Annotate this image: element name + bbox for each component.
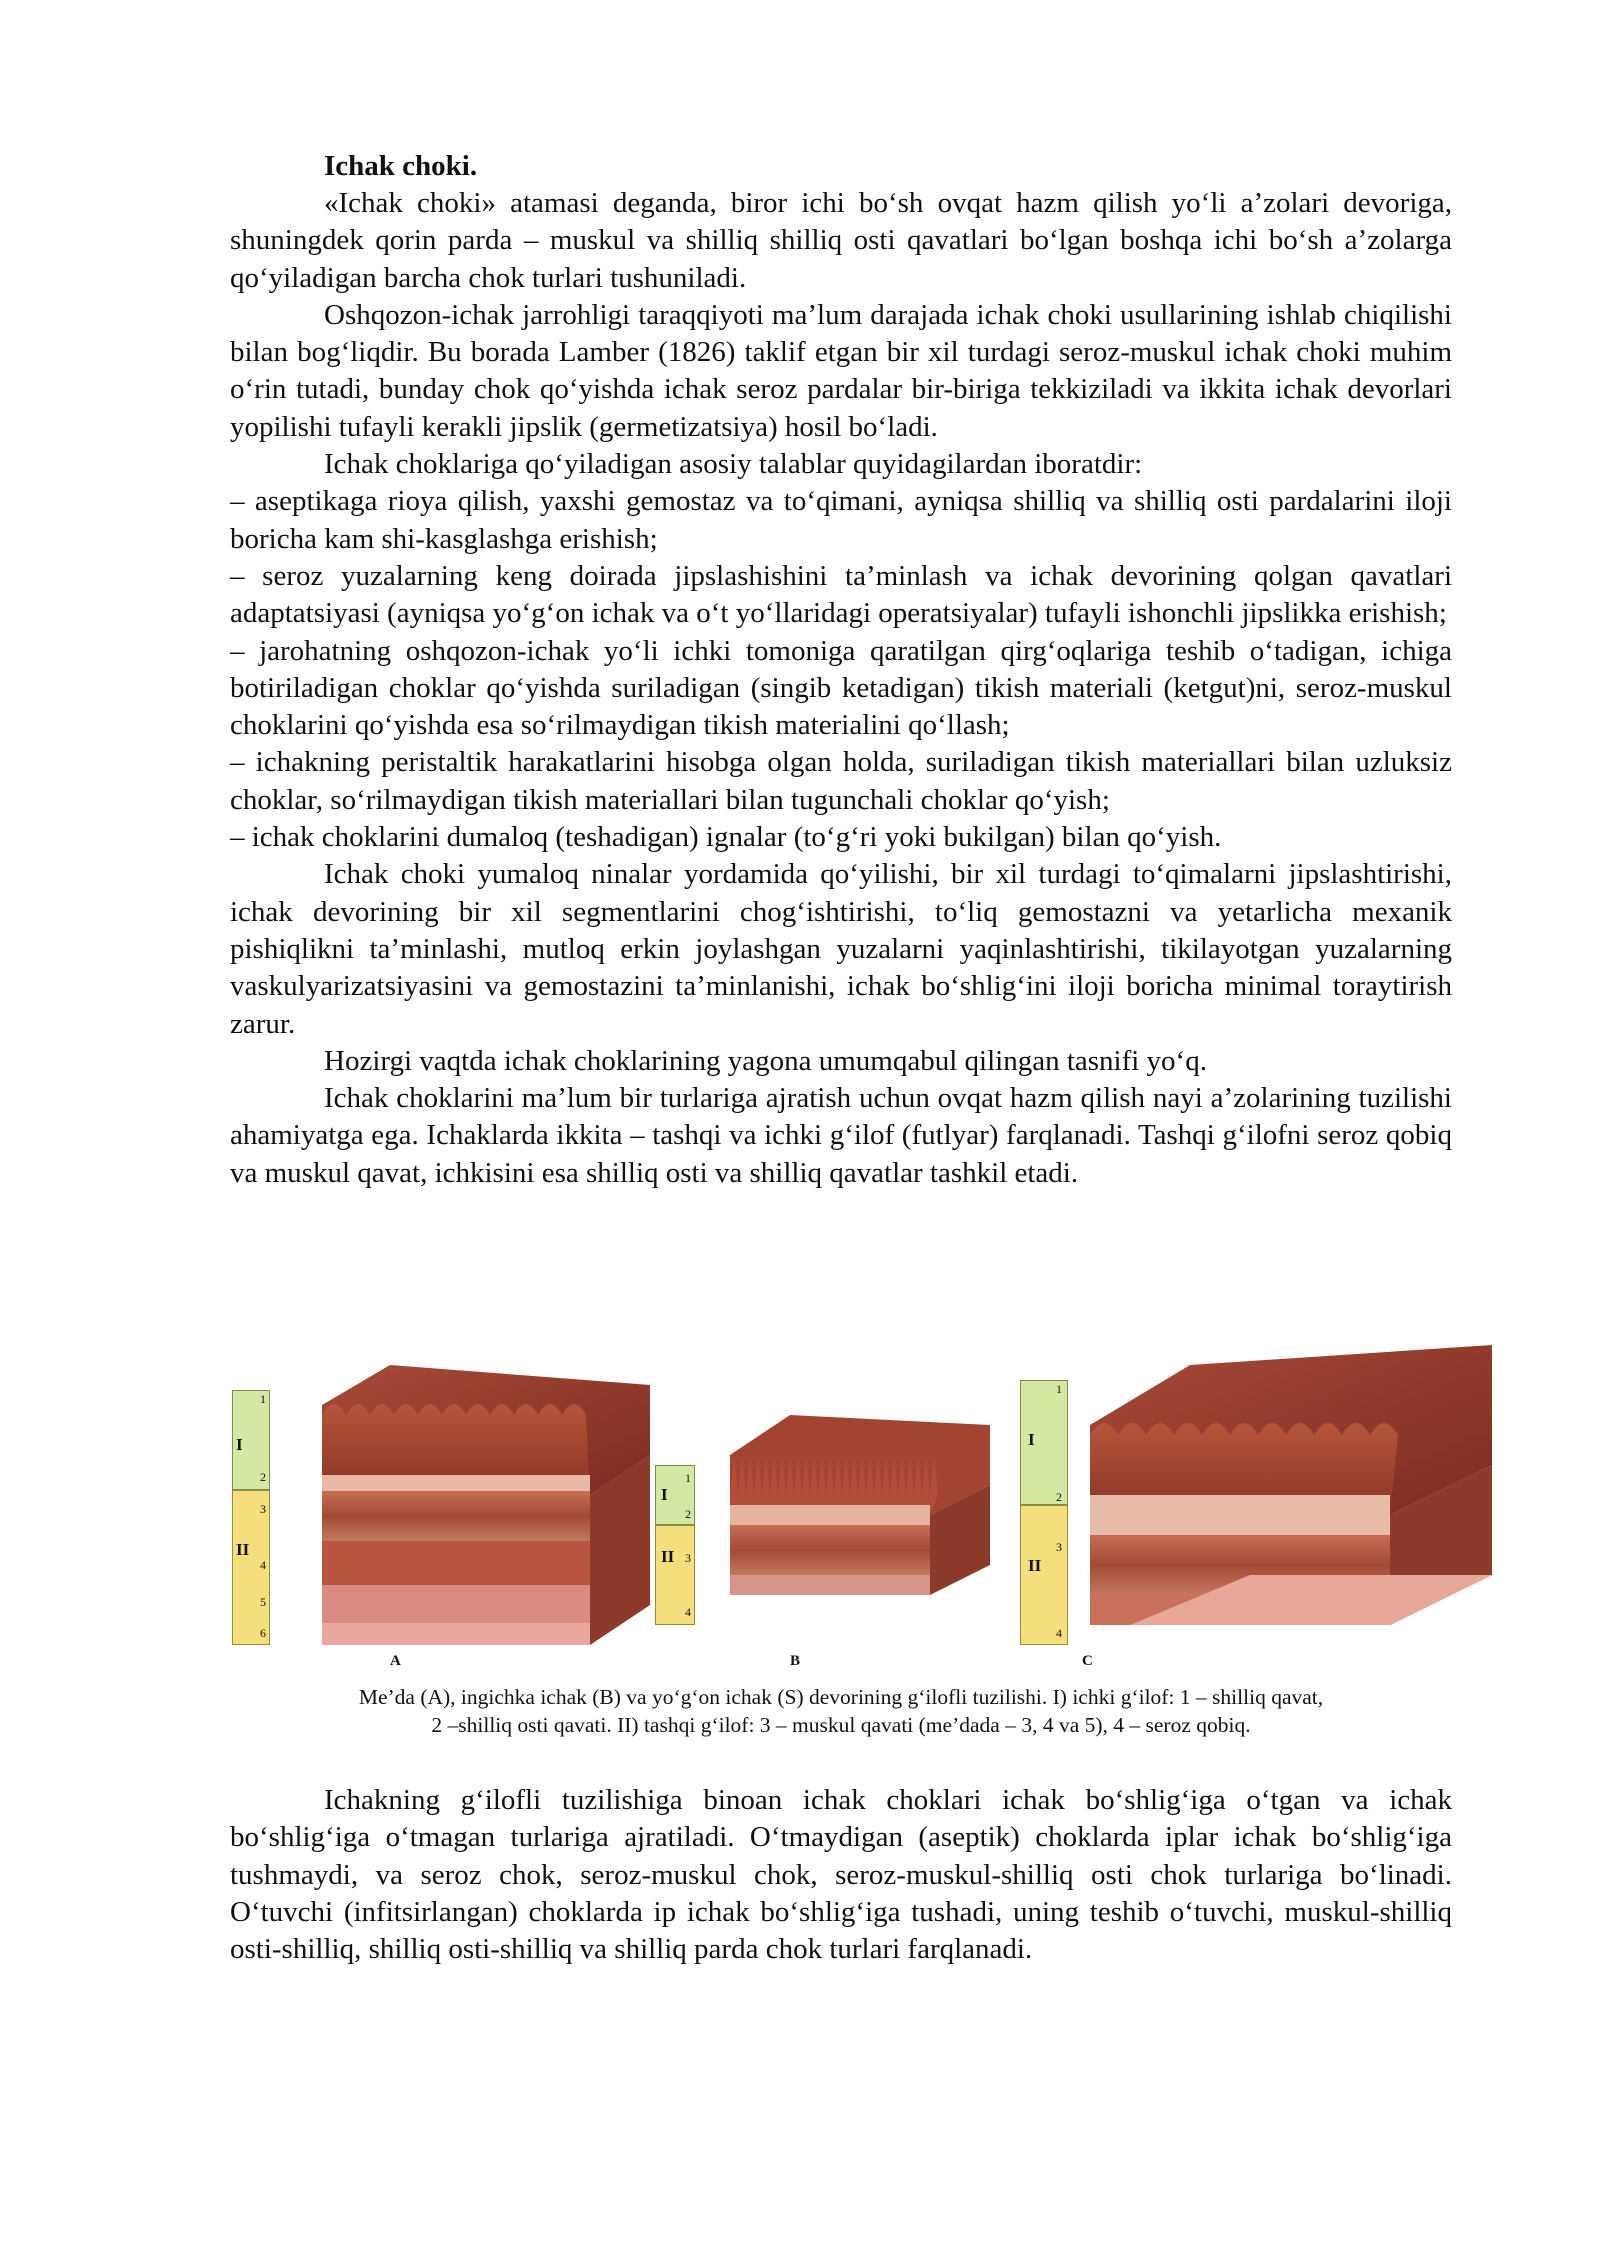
figure-caption — [230, 1683, 1452, 1739]
layer-number: 4 — [1056, 1626, 1062, 1640]
layer-number: 2 — [1056, 1490, 1062, 1504]
requirement-item: – ichakning peristaltik harakatlarini hisobga olgan holda, suriladigan tikish materiallari bilan uzluksiz choklar, so‘rilmaydigan tikish materiallari bilan tugunchali choklar qo‘yish; — [230, 746, 1452, 816]
panel-b-drawing — [730, 1415, 990, 1595]
panel-label-a: A — [390, 1653, 401, 1669]
layer-label-I: I — [1028, 1430, 1035, 1449]
requirement-item: – ichak choklarini dumaloq (teshadigan) ignalar (to‘g‘ri yoki bukilgan) bilan qo‘yish. — [230, 821, 1222, 854]
tissue-illustration — [230, 1345, 1492, 1675]
panel-label-c: C — [1082, 1653, 1093, 1669]
layer-number: 2 — [685, 1507, 691, 1521]
layer-number: 3 — [260, 1502, 266, 1516]
layer-label-II: II — [1028, 1556, 1042, 1575]
document-body-continued — [230, 1782, 1452, 1968]
paragraph: Hozirgi vaqtda ichak choklarining yagona umumqabul qilingan tasnifi yo‘q. — [324, 1044, 1207, 1077]
layer-label-II: II — [236, 1540, 250, 1559]
panel-c-layer-bar — [1020, 1380, 1068, 1645]
layer-number: 1 — [1056, 1382, 1062, 1396]
requirement-item: – aseptikaga rioya qilish, yaxshi gemostaz va to‘qimani, ayniqsa shilliq va shilliq osti pardalarini iloji boricha kam shi-kasglashga erishish; — [230, 485, 1452, 555]
layer-number: 2 — [260, 1470, 266, 1484]
paragraph: Ichak choklariga qo‘yiladigan asosiy talablar quyidagilardan iboratdir: — [324, 448, 1143, 481]
caption-line: Me’da (A), ingichka ichak (B) va yo‘g‘on ichak (S) devorining g‘ilofli tuzilishi. I) ichki g‘ilof: 1 – shilliq qavat, — [358, 1685, 1324, 1709]
panel-label-b: B — [790, 1653, 801, 1669]
paragraph: Ichak choki yumaloq ninalar yordamida qo‘yilishi, bir xil turdagi to‘qimalarni jipslashtirishi, ichak devorining bir xil segmentlarini chog‘ishtirishi, to‘liq gemostazni va yetarlicha mexanik pishiqlikni ta’minlashi, mutloq erkin joylashgan yuzalarni yaqinlashtirishi, tikilayotgan yuzalarning vaskulyarizatsiyasini va gemostazini ta’minlanishi, ichak bo‘shlig‘ini iloji boricha minimal toraytirish zarur. — [230, 858, 1452, 1040]
document-body — [230, 148, 1452, 1192]
layer-number: 5 — [260, 1595, 266, 1609]
layer-label-II: II — [661, 1547, 675, 1566]
paragraph: Oshqozon-ichak jarrohligi taraqqiyoti ma’lum darajada ichak choki usullarining ishlab chiqilishi bilan bog‘liqdir. Bu borada Lamber (1826) taklif etgan bir xil turdagi seroz-muskul ichak choki muhim o‘rin tutadi, bunday chok qo‘yishda ichak seroz pardalar bir-biriga tekkiziladi va ikkita ichak devorlari yopilishi tufayli kerakli jipslik (germetizatsiya) hosil bo‘ladi. — [230, 298, 1452, 443]
layer-number: 1 — [260, 1392, 266, 1406]
section-title: Ichak choki. — [324, 150, 478, 182]
layer-number: 1 — [685, 1471, 691, 1485]
layer-number: 4 — [260, 1558, 266, 1572]
layer-label-I: I — [661, 1485, 668, 1504]
panel-b-layer-bar — [655, 1465, 695, 1625]
panel-a-layer-bar — [232, 1390, 270, 1645]
panel-c-drawing — [1090, 1345, 1492, 1625]
layer-label-I: I — [236, 1435, 243, 1454]
layer-number: 3 — [685, 1551, 691, 1565]
paragraph: «Ichak choki» atamasi deganda, biror ichi bo‘sh ovqat hazm qilish yo‘li a’zolari devoriga, shuningdek qorin parda – muskul va shilliq shilliq osti qavatlari bo‘lgan boshqa ichi bo‘sh a’zolarga qo‘yiladigan barcha chok turlari tushuniladi. — [230, 187, 1452, 294]
paragraph: Ichak choklarini ma’lum bir turlariga ajratish uchun ovqat hazm qilish nayi a’zolarining tuzilishi ahamiyatga ega. Ichaklarda ikkita – tashqi va ichki g‘ilof (futlyar) farqlanadi. Tashqi g‘ilofni seroz qobiq va muskul qavat, ichkisini esa shilliq osti va shilliq qavatlar tashkil etadi. — [230, 1082, 1452, 1189]
layer-number: 3 — [1056, 1540, 1062, 1554]
panel-a-drawing — [322, 1365, 650, 1645]
requirement-item: – seroz yuzalarning keng doirada jipslashishini ta’minlash va ichak devorining qolgan qavatlari adaptatsiyasi (ayniqsa yo‘g‘on ichak va o‘t yo‘llaridagi operatsiyalar) tufayli ishonchli jipslikka erishish; — [230, 559, 1452, 630]
caption-line: 2 –shilliq osti qavati. II) tashqi g‘ilof: 3 – muskul qavati (me’dada – 3, 4 va 5), 4 – seroz qobiq. — [431, 1713, 1251, 1737]
layer-number: 6 — [260, 1626, 266, 1640]
requirement-item: – jarohatning oshqozon-ichak yo‘li ichki tomoniga qaratilgan qirg‘oqlariga teshib o‘tadigan, ichiga botiriladigan choklar qo‘yishda suriladigan (singib ketadigan) tikish materiali (ketgut)ni, seroz-muskul choklarini qo‘yishda esa so‘rilmaydigan tikish materialini qo‘llash; — [230, 634, 1452, 742]
wall-structure-figure — [230, 1345, 1492, 1675]
layer-number: 4 — [685, 1605, 691, 1619]
paragraph: Ichakning g‘ilofli tuzilishiga binoan ichak choklari ichak bo‘shlig‘iga o‘tgan va ichak bo‘shlig‘iga o‘tmagan turlariga ajratiladi. O‘tmaydigan (aseptik) choklarda iplar ichak bo‘shlig‘iga tushmaydi, va seroz chok, seroz-muskul chok, seroz-muskul-shilliq osti chok turlariga bo‘linadi. O‘tuvchi (infitsirlangan) choklarda ip ichak bo‘shlig‘iga tushadi, uning teshib o‘tuvchi, muskul-shilliq osti-shilliq, shilliq osti-shilliq va shilliq parda chok turlari farqlanadi. — [230, 1784, 1452, 1966]
